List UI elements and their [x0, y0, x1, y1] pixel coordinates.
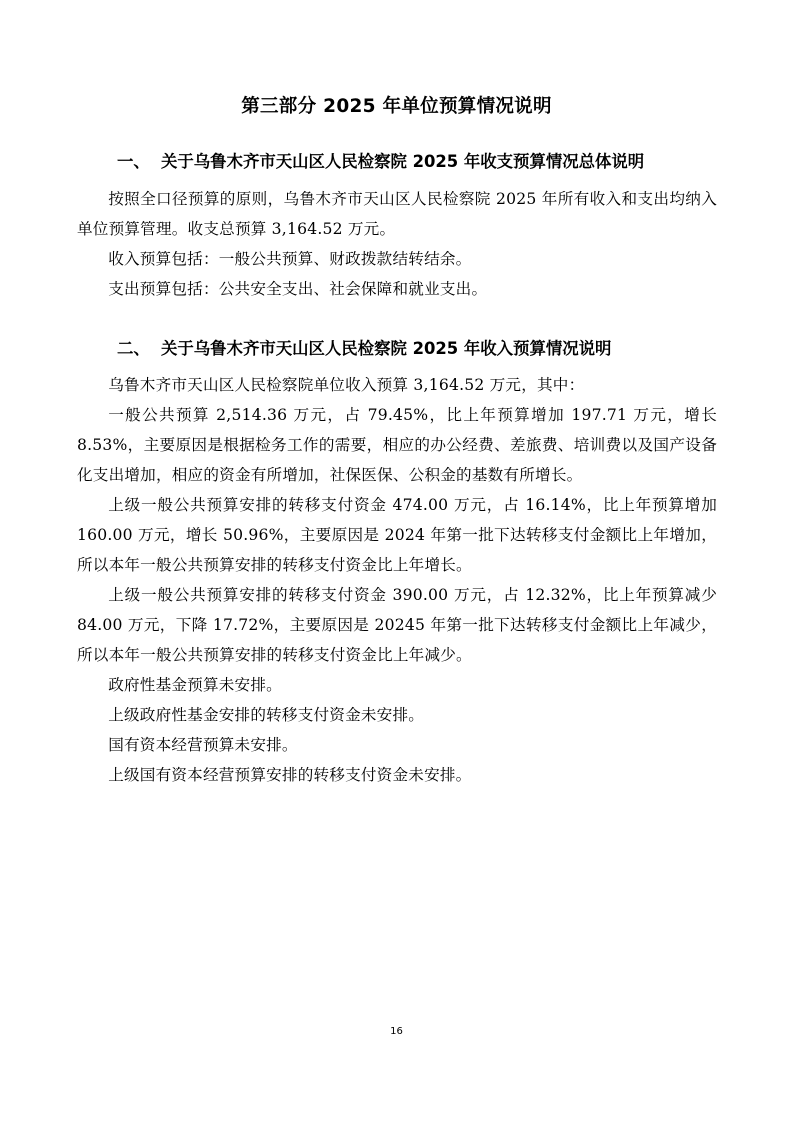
paragraph: 上级一般公共预算安排的转移支付资金 390.00 万元，占 12.32%，比上年预算减少 84.00 万元，下降 17.72%，主要原因是 20245 年第一批下达转移支付金额比上年减少，所以本年一般公共预算安排的转移支付资金比上年减少。 [77, 586, 717, 664]
page-title: 第三部分 2025 年单位预算情况说明 [241, 96, 552, 117]
paragraph: 收入预算包括：一般公共预算、财政拨款结转结余。 [108, 250, 472, 268]
paragraph: 支出预算包括：公共安全支出、社会保障和就业支出。 [108, 280, 488, 298]
section-2-title: 关于乌鲁木齐市天山区人民检察院 2025 年收入预算情况说明 [161, 339, 612, 358]
section-1-body [77, 184, 717, 304]
paragraph: 上级政府性基金安排的转移支付资金未安排。 [108, 706, 425, 724]
page-number: 16 [390, 1026, 403, 1037]
paragraph: 按照全口径预算的原则，乌鲁木齐市天山区人民检察院 2025 年所有收入和支出均纳入单位预算管理。收支总预算 3,164.52 万元。 [77, 190, 717, 238]
paragraph: 政府性基金预算未安排。 [108, 676, 282, 694]
section-1-number: 一、 [117, 152, 150, 171]
section-1-title: 关于乌鲁木齐市天山区人民检察院 2025 年收支预算情况总体说明 [161, 152, 645, 171]
paragraph: 上级国有资本经营预算安排的转移支付资金未安排。 [108, 766, 472, 784]
section-1-heading [117, 147, 717, 177]
paragraph: 国有资本经营预算未安排。 [108, 736, 298, 754]
section-2-number: 二、 [117, 339, 150, 358]
section-2-heading [117, 334, 717, 364]
paragraph: 乌鲁木齐市天山区人民检察院单位收入预算 3,164.52 万元，其中： [108, 376, 585, 394]
section-2-body [77, 370, 717, 790]
paragraph: 上级一般公共预算安排的转移支付资金 474.00 万元，占 16.14%，比上年预算增加 160.00 万元，增长 50.96%，主要原因是 2024 年第一批下达转移支付金额比上年增加，所以本年一般公共预算安排的转移支付资金比上年增长。 [77, 496, 717, 574]
paragraph: 一般公共预算 2,514.36 万元，占 79.45%，比上年预算增加 197.71 万元，增长 8.53%，主要原因是根据检务工作的需要，相应的办公经费、差旅费、培训费以及国产设备化支出增加，相应的资金有所增加，社保医保、公积金的基数有所增长。 [77, 406, 717, 484]
